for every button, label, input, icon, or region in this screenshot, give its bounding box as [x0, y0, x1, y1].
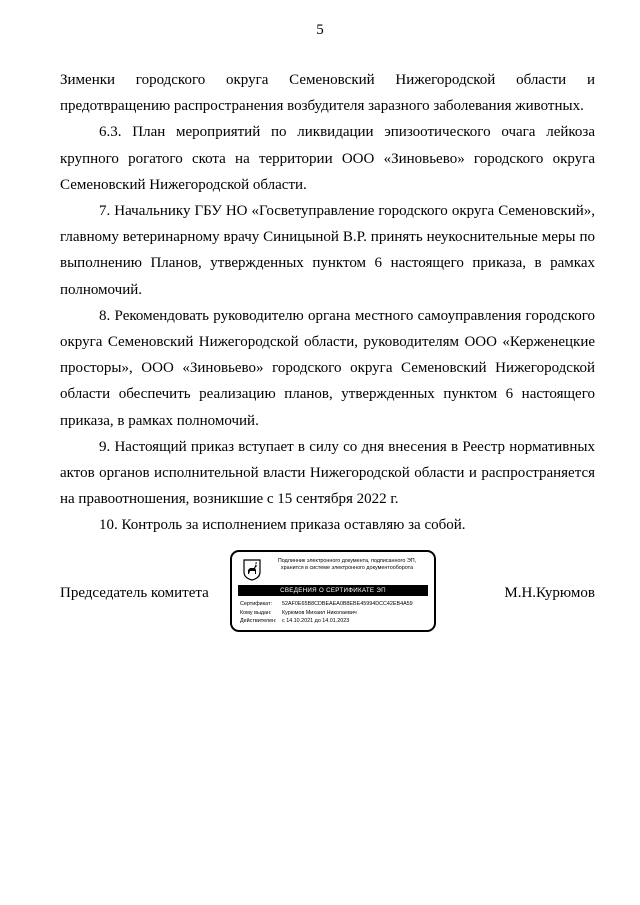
stamp-header [262, 558, 432, 572]
paragraph-9: 9. Настоящий приказ вступает в силу со дня внесения в Реестр нормативных актов органов исполнительной власти Нижегородской области и распространяется на правоотношения, возникшие с 15 сентября 2022 г. [60, 438, 595, 508]
paragraph-8: 8. Рекомендовать руководителю органа местного самоуправления городского округа Семеновский Нижегородской области, руководителям ООО «Керженецкие просторы», ООО «Зиновьево» городского округа Семеновский Нижегородской области обеспечить реализацию планов, утвержденных пунктом 6 настоящего приказа, в рамках полномочий. [60, 307, 595, 429]
document-body [60, 67, 595, 539]
paragraph-10: 10. Контроль за исполнением приказа оставляю за собой. [99, 517, 466, 534]
issued-to-label: Кому выдан: [240, 609, 272, 616]
paragraph-7: 7. Начальнику ГБУ НО «Госветуправление городского округа Семеновский», главному ветеринарному врачу Синицыной В.Р. принять неукоснительные меры по выполнению Планов, утвержденных пунктом 6 настоящего приказа, в рамках полномочий. [60, 203, 595, 298]
electronic-signature-stamp [230, 550, 436, 632]
signatory-position: Председатель комитета [60, 585, 209, 601]
paragraph-continuation: Зименки городского округа Семеновский Нижегородской области и предотвращению распространения возбудителя заразного заболевания животных. [60, 72, 595, 115]
paragraph-6-3: 6.3. План мероприятий по ликвидации эпизоотического очага лейкоза крупного рогатого скота на территории ООО «Зиновьево» городского округа Семеновский Нижегородской области. [60, 124, 595, 193]
issued-to-value: Курюмов Михаил Николаевич [282, 609, 357, 616]
issued-to-row [240, 609, 432, 618]
stamp-details [240, 600, 432, 626]
certificate-label: Сертификат: [240, 601, 273, 607]
stamp-header-line: хранится в системе электронного документооборота [280, 565, 414, 571]
certificate-value: 52AF0E65B8CDBEAEA0B8EBE45994DCC42EB4A59 [282, 601, 413, 607]
validity-label: Действителен: [240, 618, 277, 624]
stamp-header-line: Подлинник электронного документа, подписанного ЭП, [277, 558, 417, 564]
validity-row [240, 617, 432, 626]
certificate-row [240, 600, 432, 609]
stamp-title-bar: СВЕДЕНИЯ О СЕРТИФИКАТЕ ЭП [238, 585, 428, 596]
deer-emblem-icon [242, 559, 262, 581]
signatory-name: М.Н.Курюмов [504, 585, 595, 601]
page-number: 5 [316, 22, 324, 38]
validity-value: с 14.10.2021 до 14.01.2023 [282, 618, 350, 624]
